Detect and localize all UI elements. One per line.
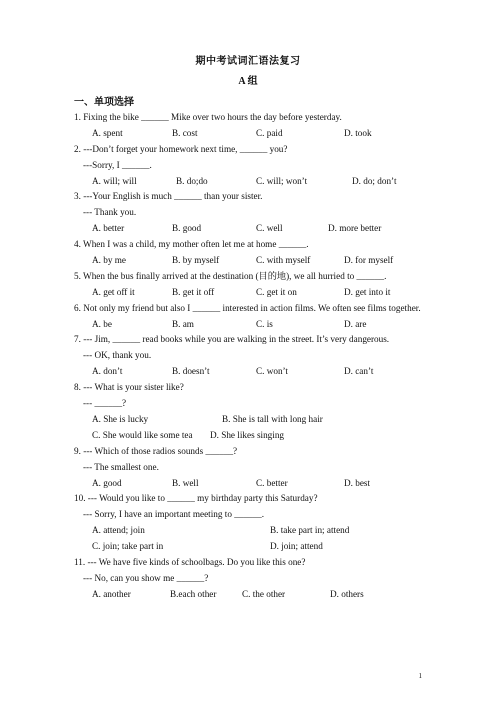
- option-c: C. paid: [256, 127, 283, 138]
- question-7-options: [74, 364, 430, 380]
- question-9-stem-line2: --- The smallest one.: [83, 461, 159, 472]
- question-11-stem-line2: --- No, can you show me ______?: [83, 572, 209, 583]
- option-d: D. took: [344, 127, 372, 138]
- option-c: C. the other: [242, 588, 286, 599]
- option-d: D. get into it: [344, 286, 391, 297]
- question-6-stem: 6. Not only my friend but also I ______ interested in action films. We often see films together.: [74, 302, 421, 313]
- question-4-options: [74, 253, 430, 269]
- question-10-stem: 10. --- Would you like to ______ my birthday party this Saturday?: [74, 493, 318, 504]
- option-b: B. She is tall with long hair: [222, 413, 323, 424]
- question-3-options: [74, 221, 430, 237]
- option-b: B. do;do: [176, 175, 208, 186]
- option-a: A. be: [92, 318, 112, 329]
- option-b: B. good: [172, 223, 202, 234]
- question-2-stem-line2: ---Sorry, I ______.: [83, 159, 152, 170]
- option-d: D. She likes singing: [210, 429, 285, 440]
- section-heading: 一、单项选择: [74, 97, 134, 108]
- question-3-stem: 3. ---Your English is much ______ than your sister.: [74, 191, 263, 202]
- question-9-stem: 9. --- Which of those radios sounds ______?: [74, 445, 238, 456]
- option-c: C. well: [256, 223, 283, 234]
- option-a: A. by me: [92, 255, 126, 266]
- option-c: C. get it on: [256, 286, 297, 297]
- option-b: B. am: [172, 318, 194, 329]
- question-8-options-row2: [74, 428, 430, 444]
- page-number: 1: [418, 672, 422, 680]
- question-1-options: [74, 126, 430, 142]
- option-c: C. better: [256, 477, 288, 488]
- option-a: A. good: [92, 477, 122, 488]
- option-a: A. another: [92, 588, 131, 599]
- question-4-stem: 4. When I was a child, my mother often let me at home ______.: [74, 239, 309, 250]
- question-9-options: [74, 476, 430, 492]
- question-8-stem-line2: --- ______?: [83, 398, 127, 409]
- option-a: A. spent: [92, 127, 123, 138]
- option-b: B. take part in; attend: [270, 525, 350, 536]
- question-8-stem: 8. --- What is your sister like?: [74, 382, 184, 393]
- option-a: A. don’t: [92, 366, 123, 377]
- option-d: D. can’t: [344, 366, 374, 377]
- option-c: C. join; take part in: [92, 541, 164, 552]
- option-d: D. more better: [328, 223, 382, 234]
- option-c: C. She would like some tea: [92, 429, 193, 440]
- question-7-stem: 7. --- Jim, ______ read books while you are walking in the street. It’s very dangerous.: [74, 334, 390, 345]
- option-b: B. get it off: [172, 286, 215, 297]
- option-d: D. join; attend: [270, 541, 323, 552]
- option-d: D. others: [330, 588, 364, 599]
- option-a: A. attend; join: [92, 525, 145, 536]
- question-10-stem-line2: --- Sorry, I have an important meeting to ______.: [83, 509, 265, 520]
- question-3-stem-line2: --- Thank you.: [83, 207, 137, 218]
- question-7-stem-line2: --- OK, thank you.: [83, 350, 152, 361]
- question-2-options: [74, 174, 430, 190]
- option-d: D. best: [344, 477, 371, 488]
- question-8-options-row1: [74, 412, 430, 428]
- question-11-options: [74, 587, 430, 603]
- option-c: C. is: [256, 318, 273, 329]
- question-5-stem: 5. When the bus finally arrived at the destination (目的地), we all hurried to ______.: [74, 270, 387, 281]
- group-subtitle: A 组: [238, 76, 258, 87]
- page-title: 期中考试词汇语法复习: [195, 56, 301, 67]
- question-11-stem: 11. --- We have five kinds of schoolbags. Do you like this one?: [74, 556, 306, 567]
- question-10-options-row2: [74, 539, 430, 555]
- question-6-options: [74, 317, 430, 333]
- option-b: B. doesn’t: [172, 366, 210, 377]
- question-10-options-row1: [74, 523, 430, 539]
- option-c: C. with myself: [256, 255, 311, 266]
- option-b: B. cost: [172, 127, 198, 138]
- question-1-stem: 1. Fixing the bike ______ Mike over two hours the day before yesterday.: [74, 112, 342, 122]
- option-b: B.each other: [170, 588, 217, 599]
- option-a: A. She is lucky: [92, 413, 149, 424]
- option-a: A. get off it: [92, 286, 135, 297]
- question-2-stem: 2. ---Don’t forget your homework next time, ______ you?: [74, 143, 288, 154]
- option-d: D. for myself: [344, 255, 394, 266]
- question-5-options: [74, 285, 430, 301]
- option-a: A. better: [92, 223, 125, 234]
- option-c: C. won’t: [256, 366, 288, 377]
- question-list: [74, 110, 430, 603]
- option-a: A. will; will: [92, 175, 137, 186]
- option-b: B. by myself: [172, 255, 220, 266]
- option-d: D. do; don’t: [352, 175, 397, 186]
- option-b: B. well: [172, 477, 199, 488]
- option-c: C. will; won’t: [256, 175, 308, 186]
- option-d: D. are: [344, 318, 367, 329]
